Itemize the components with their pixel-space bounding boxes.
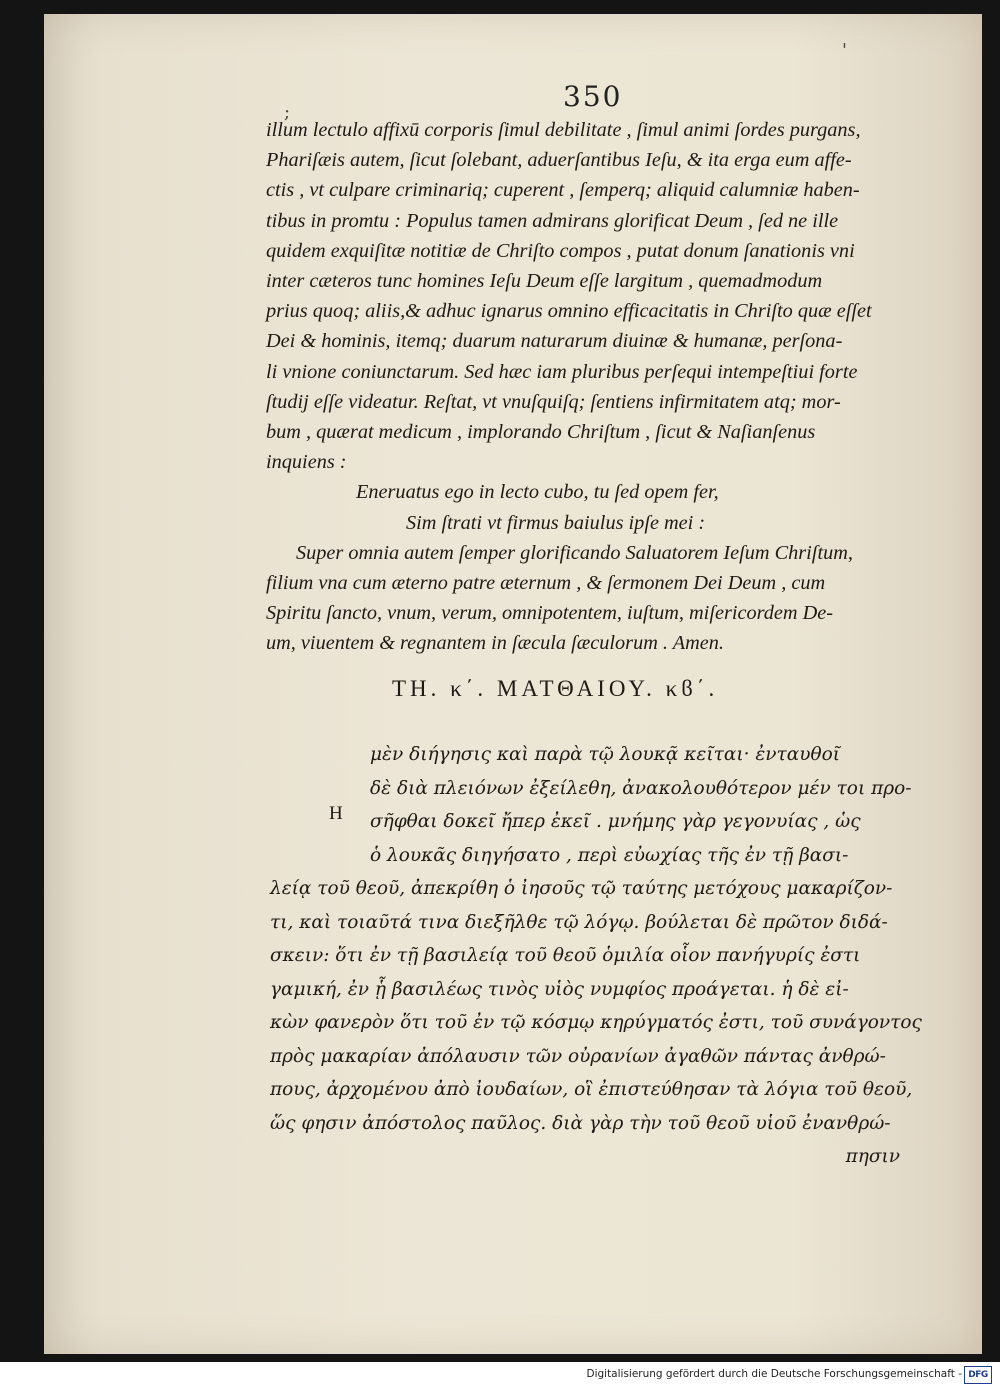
greek-line: κὼν φανερὸν ὅτι τοῦ ἐν τῷ κόσμῳ κηρύγματός ἐστι, τοῦ συνάγοντος bbox=[270, 1012, 922, 1033]
closing-line: Super omnia autem ſemper glorificando Saluatorem Ieſum Chriſtum, bbox=[296, 541, 853, 564]
greek-line: ὁ λουκᾶς διηγήσατο , περὶ εὐωχίας τῆς ἐν τῇ βασι- bbox=[370, 844, 849, 866]
latin-line: bum , quærat medicum , implorando Chriſtum , ſicut & Naſianſenus bbox=[266, 421, 816, 444]
greek-line: μὲν διήγησις καὶ παρὰ τῷ λουκᾷ κεῖται· ἐνταυθοῖ bbox=[370, 744, 841, 765]
verse-line: Eneruatus ego in lecto cubo, tu ſed opem fer, bbox=[356, 481, 719, 504]
margin-mark-right: ' bbox=[842, 40, 847, 61]
latin-text-block bbox=[266, 115, 946, 659]
latin-line: tibus in promtu : Populus tamen admirans glorificat Deum , ſed ne ille bbox=[266, 209, 839, 232]
page-number: 350 bbox=[563, 80, 623, 113]
section-heading: ΤΗ. κ΄. ΜΑΤΘΑΙΟΥ. κϐ΄. bbox=[392, 676, 719, 701]
latin-line: prius quoq; aliis,& adhuc ignarus omnino efficacitatis in Chriſto quæ eſſet bbox=[266, 300, 872, 323]
funding-credit: Digitalisierung gefördert durch die Deutsche Forschungsgemeinschaft - bbox=[586, 1368, 962, 1380]
latin-line: Phariſæis autem, ſicut ſolebant, aduerſantibus Ieſu, & ita erga eum affe- bbox=[266, 149, 852, 172]
greek-line: γαμική, ἐν ᾗ βασιλέως τινὸς υἱὸς νυμφίος προάγεται. ἡ δὲ εἰ- bbox=[270, 978, 849, 1000]
greek-line: πους, ἀρχομένου ἀπὸ ἰουδαίων, οἳ ἐπιστεύθησαν τὰ λόγια τοῦ θεοῦ, bbox=[270, 1079, 913, 1100]
greek-line: ὥς φησιν ἀπόστολος παῦλος. διὰ γὰρ τὴν τοῦ θεοῦ υἱοῦ ἐνανθρώ- bbox=[270, 1112, 891, 1134]
dfg-logo-icon: DFG bbox=[964, 1366, 992, 1384]
closing-line: Spiritu ſancto, vnum, verum, omnipotentem, iuſtum, miſericordem De- bbox=[266, 602, 834, 625]
latin-line: illum lectulo affixū corporis ſimul debilitate , ſimul animi ſordes purgans, bbox=[266, 119, 861, 141]
verse-line: Sim ſtrati vt firmus baiulus ipſe mei : bbox=[406, 511, 706, 534]
greek-line: δὲ διὰ πλειόνων ἐξείλεθη, ἀνακολουθότερον μέν τοι προ- bbox=[370, 777, 912, 799]
latin-line: inter cæteros tunc homines Ieſu Deum eſſe largitum , quemadmodum bbox=[266, 270, 823, 293]
greek-line: τι, καὶ τοιαῦτά τινα διεξῆλθε τῷ λόγῳ. βούλεται δὲ πρῶτον διδά- bbox=[270, 911, 888, 933]
margin-mark-left: ; bbox=[284, 102, 291, 123]
greek-line: σκειν: ὅτι ἐν τῇ βασιλείᾳ τοῦ θεοῦ ὁμιλία οἷον πανήγυρίς ἐστι bbox=[270, 945, 861, 966]
latin-line: ctis , vt culpare criminariq; cuperent , ſemperq; aliquid calumniæ haben- bbox=[266, 179, 860, 202]
latin-line: ſtudij eſſe videatur. Reſtat, vt vnuſquiſq; ſentiens infirmitatem atq; mor- bbox=[266, 390, 841, 413]
greek-line: πρὸς μακαρίαν ἀπόλαυσιν τῶν οὐρανίων ἀγαθῶν πάντας ἀνθρώ- bbox=[270, 1045, 886, 1067]
greek-line: πησιν bbox=[845, 1146, 900, 1167]
latin-line: inquiens : bbox=[266, 451, 347, 474]
latin-line: quidem exquiſitæ notitiæ de Chriſto compos , putat donum ſanationis vni bbox=[266, 239, 855, 262]
greek-line: λείᾳ τοῦ θεοῦ, ἀπεκρίθη ὁ ἰησοῦς τῷ ταύτης μετόχους μακαρίζον- bbox=[270, 878, 893, 899]
closing-line: filium vna cum æterno patre æternum , & ſermonem Dei Deum , cum bbox=[266, 572, 826, 595]
latin-line: li vnione coniunctarum. Sed hæc iam pluribus perſequi intempeſtiui forte bbox=[266, 360, 858, 383]
greek-line: σῆφθαι δοκεῖ ἤπερ ἐκεῖ . μνήμης γὰρ γεγονυίας , ὡς bbox=[370, 811, 861, 832]
drop-initial: Η bbox=[329, 803, 343, 824]
closing-line: um, viuentem & regnantem in ſæcula ſæculorum . Amen. bbox=[266, 632, 724, 655]
greek-text-block bbox=[270, 738, 950, 1174]
latin-line: Dei & hominis, itemq; duarum naturarum diuinæ & humanæ, perſona- bbox=[266, 330, 843, 353]
